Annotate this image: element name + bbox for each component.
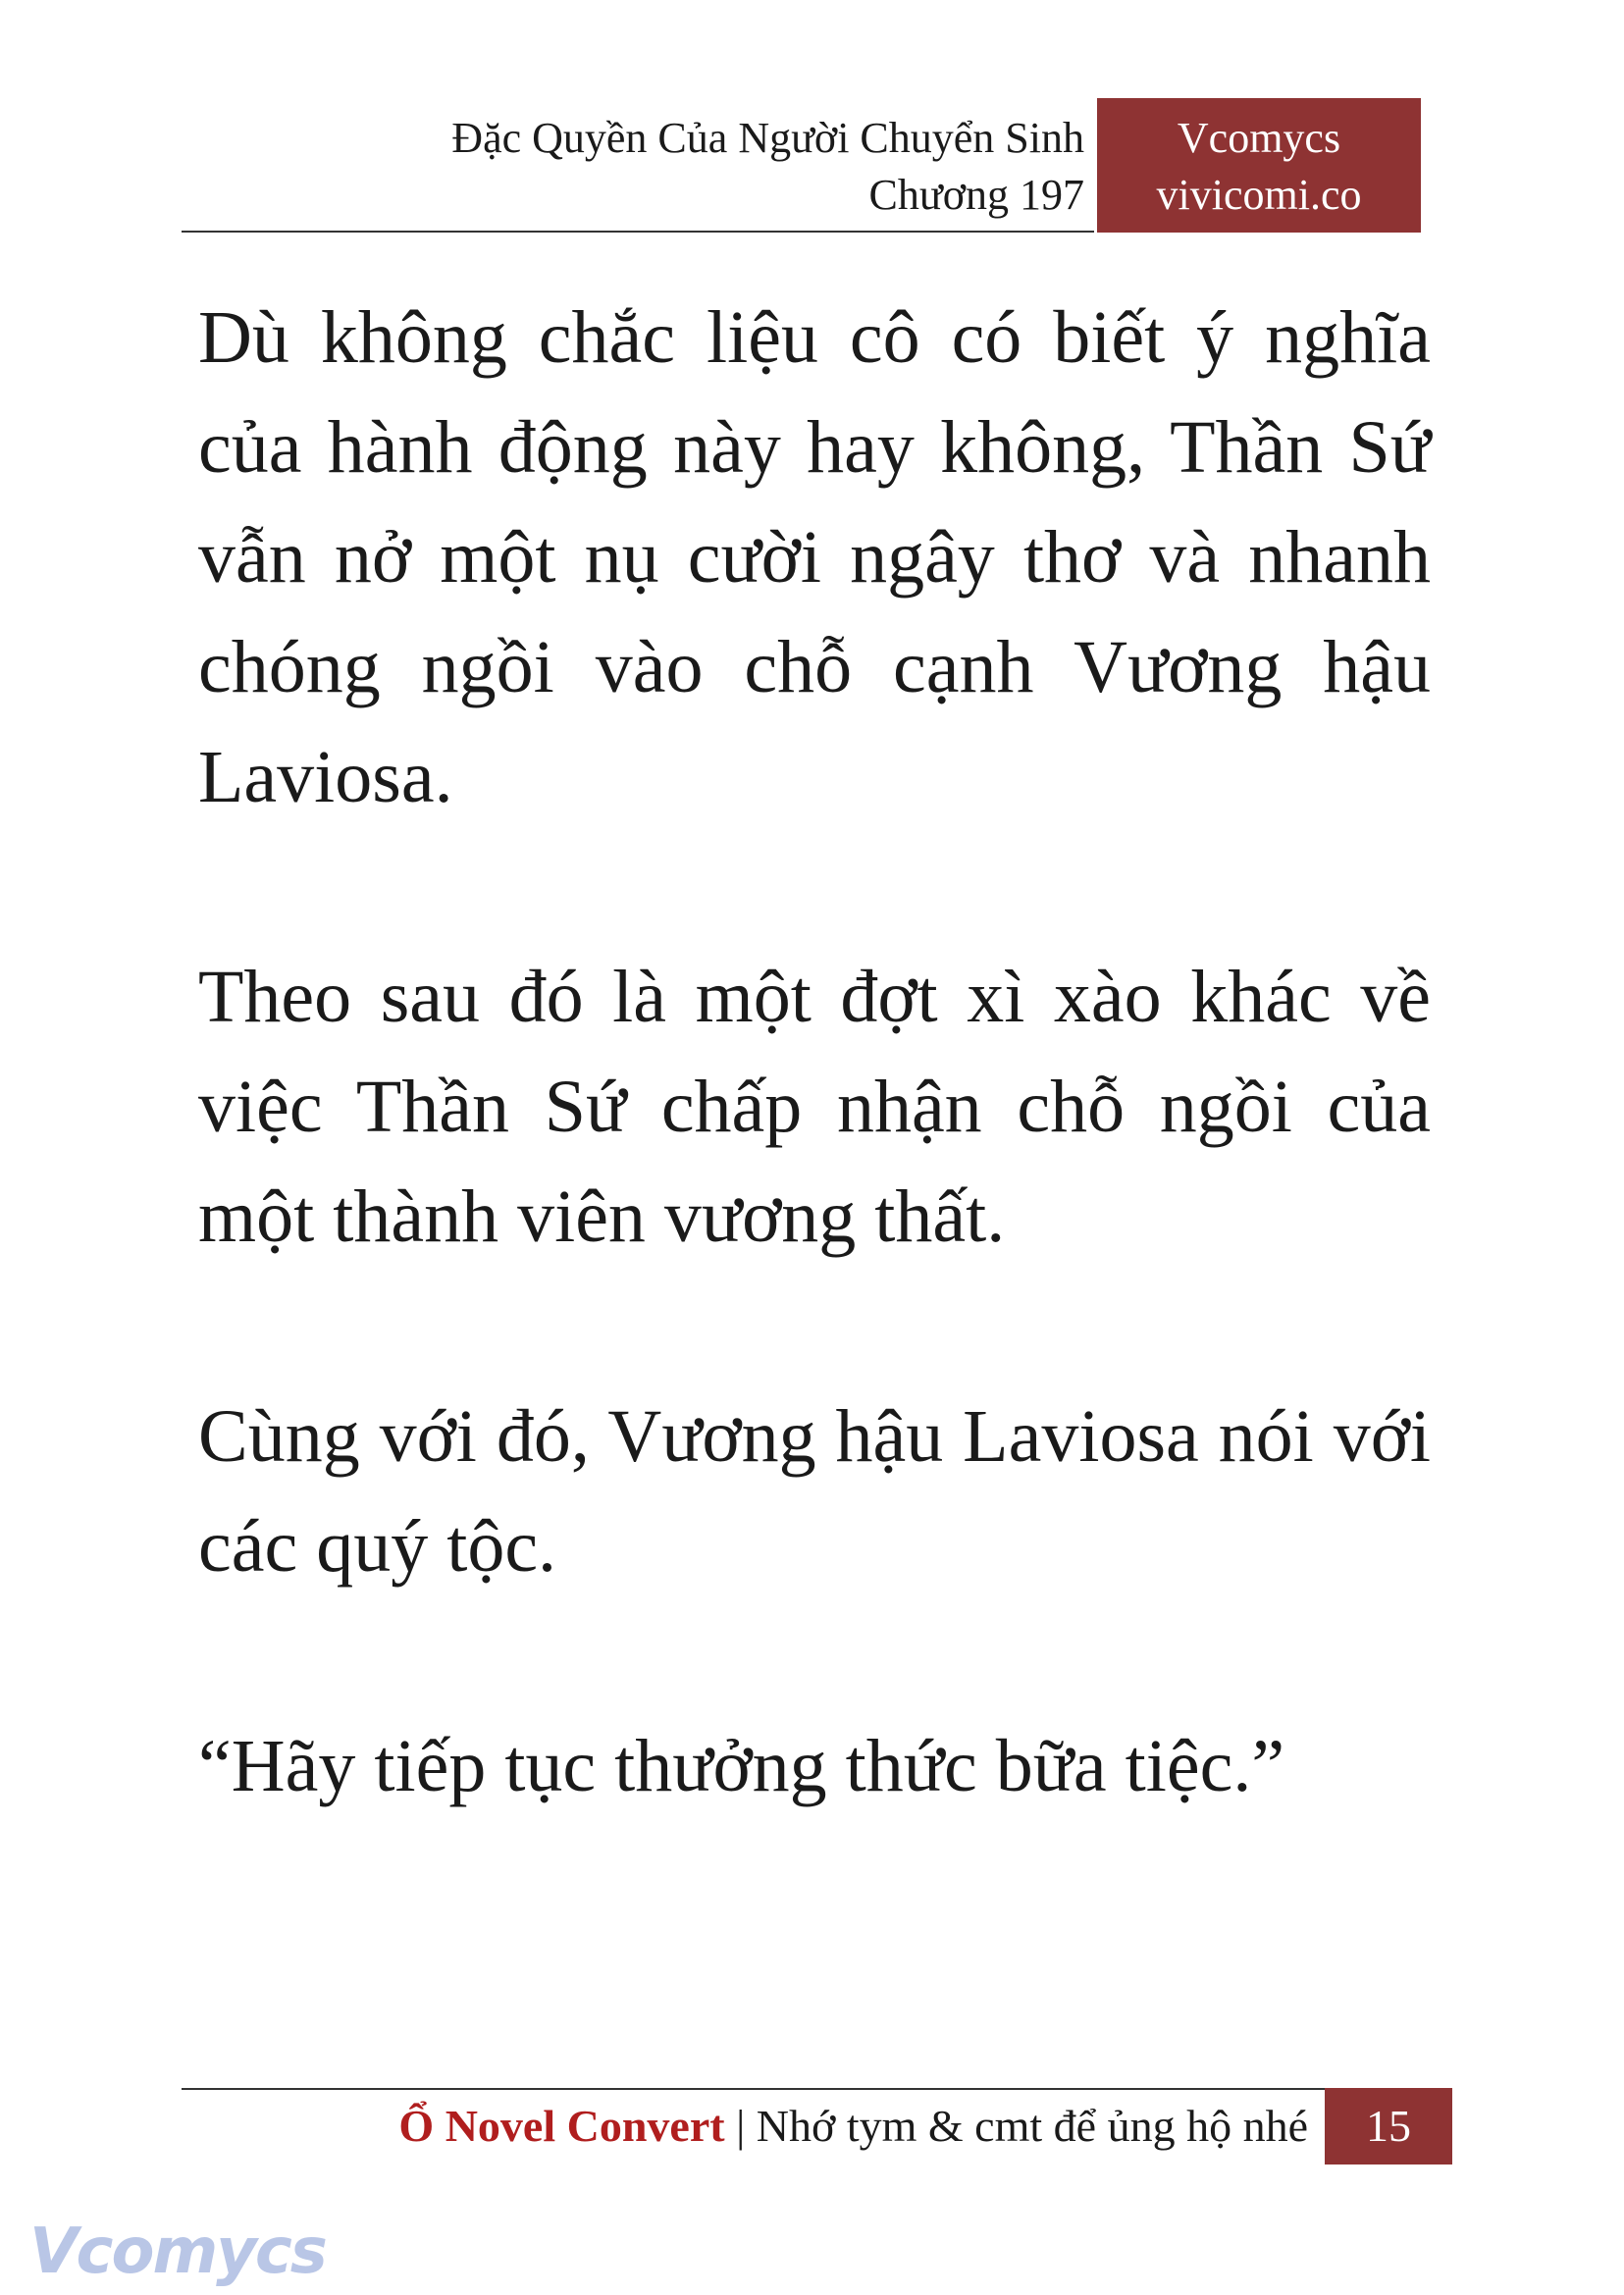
page-body — [198, 283, 1431, 1821]
page-number: 15 — [1325, 2088, 1452, 2165]
footer-text — [398, 2094, 1308, 2159]
paragraph-gap — [198, 832, 1431, 942]
footer-slogan: Nhớ tym & cmt để ủng hộ nhé — [756, 2101, 1308, 2151]
book-title: Đặc Quyền Của Người Chuyển Sinh — [451, 114, 1084, 162]
chapter-label: Chương 197 — [868, 171, 1084, 219]
paragraph-4: “Hãy tiếp tục thưởng thức bữa tiệc.” — [198, 1725, 1285, 1807]
header-titles — [451, 110, 1084, 224]
paragraph-gap — [198, 1601, 1431, 1711]
badge-domain: vivicomi.co — [1156, 171, 1362, 219]
header-divider — [182, 231, 1094, 233]
footer-brand: Ổ Novel Convert — [398, 2101, 725, 2151]
paragraph-gap — [198, 1272, 1431, 1382]
badge-brand: Vcomycs — [1177, 114, 1341, 162]
watermark-logo: Vcomycs — [29, 2216, 326, 2288]
paragraph-3: Cùng với đó, Vương hậu Laviosa nói với các quý tộc. — [198, 1395, 1431, 1588]
site-badge — [1097, 98, 1421, 233]
paragraph-2: Theo sau đó là một đợt xì xào khác về việc Thần Sứ chấp nhận chỗ ngồi của một thành viên vương thất. — [198, 956, 1431, 1258]
footer-divider — [182, 2088, 1325, 2090]
footer-separator: | — [724, 2101, 757, 2151]
paragraph-1: Dù không chắc liệu cô có biết ý nghĩa của hành động này hay không, Thần Sứ vẫn nở một nụ cười ngây thơ và nhanh chóng ngồi vào chỗ cạnh Vương hậu Laviosa. — [198, 296, 1431, 818]
